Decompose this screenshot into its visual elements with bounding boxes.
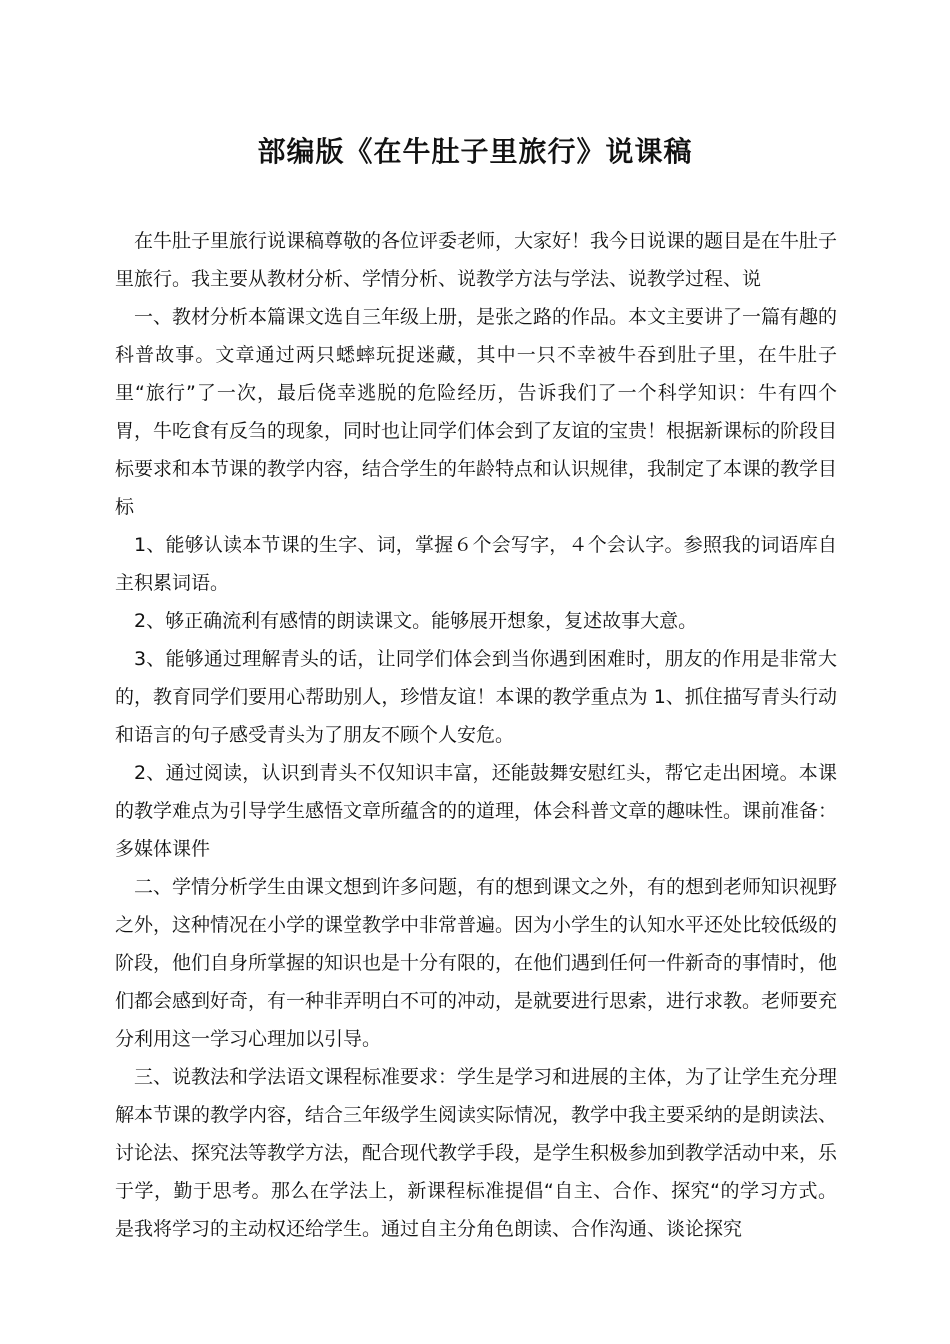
paragraph-goal-1: 1、能够认读本节课的生字、词，掌握６个会写字，４个会认字。参照我的词语库自主积累词语。 — [115, 534, 837, 594]
paragraph-intro: 在牛肚子里旅行说课稿尊敬的各位评委老师，大家好！我今日说课的题目是在牛肚子里旅行。我主要从教材分析、学情分析、说教学方法与学法、说教学过程、说 — [115, 230, 838, 290]
paragraph-key-point-2: 2、通过阅读，认识到青头不仅知识丰富，还能鼓舞安慰红头，帮它走出困境。本课的教学难点为引导学生感悟文章所蕴含的的道理，体会科普文章的趣味性。课前准备：多媒体课件 — [115, 762, 838, 860]
document-body — [115, 222, 837, 1248]
paragraph-goal-3: 3、能够通过理解青头的话，让同学们体会到当你遇到困难时，朋友的作用是非常大的，教育同学们要用心帮助别人，珍惜友谊！本课的教学重点为 1、抓住描写青头行动和语言的句子感受青头为了朋友不顾个人安危。 — [115, 648, 837, 746]
paragraph-student-analysis: 二、学情分析学生由课文想到许多问题，有的想到课文之外，有的想到老师知识视野之外，这种情况在小学的课堂教学中非常普遍。因为小学生的认知水平还处比较低级的阶段，他们自身所掌握的知识也是十分有限的，在他们遇到任何一件新奇的事情时，他们都会感到好奇，有一种非弄明白不可的冲动，是就要进行思索，进行求教。老师要充分利用这一学习心理加以引导。 — [115, 876, 838, 1050]
document-title: 部编版《在牛肚子里旅行》说课稿 — [257, 135, 693, 168]
paragraph-goal-2: 2、够正确流利有感情的朗读课文。能够展开想象，复述故事大意。 — [134, 610, 698, 632]
paragraph-textbook-analysis: 一、教材分析本篇课文选自三年级上册，是张之路的作品。本文主要讲了一篇有趣的科普故事。文章通过两只蟋蟀玩捉迷藏，其中一只不幸被牛吞到肚子里，在牛肚子里“旅行”了一次，最后侥幸逃脱的危险经历，告诉我们了一个科学知识：牛有四个胃，牛吃食有反刍的现象，同时也让同学们体会到了友谊的宝贵！根据新课标的阶段目标要求和本节课的教学内容，结合学生的年龄特点和认识规律，我制定了本课的教学目标 — [115, 306, 838, 518]
paragraph-teaching-methods: 三、说教法和学法语文课程标准要求：学生是学习和进展的主体，为了让学生充分理解本节课的教学内容，结合三年级学生阅读实际情况，教学中我主要采纳的是朗读法、讨论法、探究法等教学方法，配合现代教学手段，是学生积极参加到教学活动中来，乐于学，勤于思考。那么在学法上，新课程标准提倡“自主、合作、探究“的学习方式。是我将学习的主动权还给学生。通过自主分角色朗读、合作沟通、谈论探究 — [115, 1066, 838, 1240]
